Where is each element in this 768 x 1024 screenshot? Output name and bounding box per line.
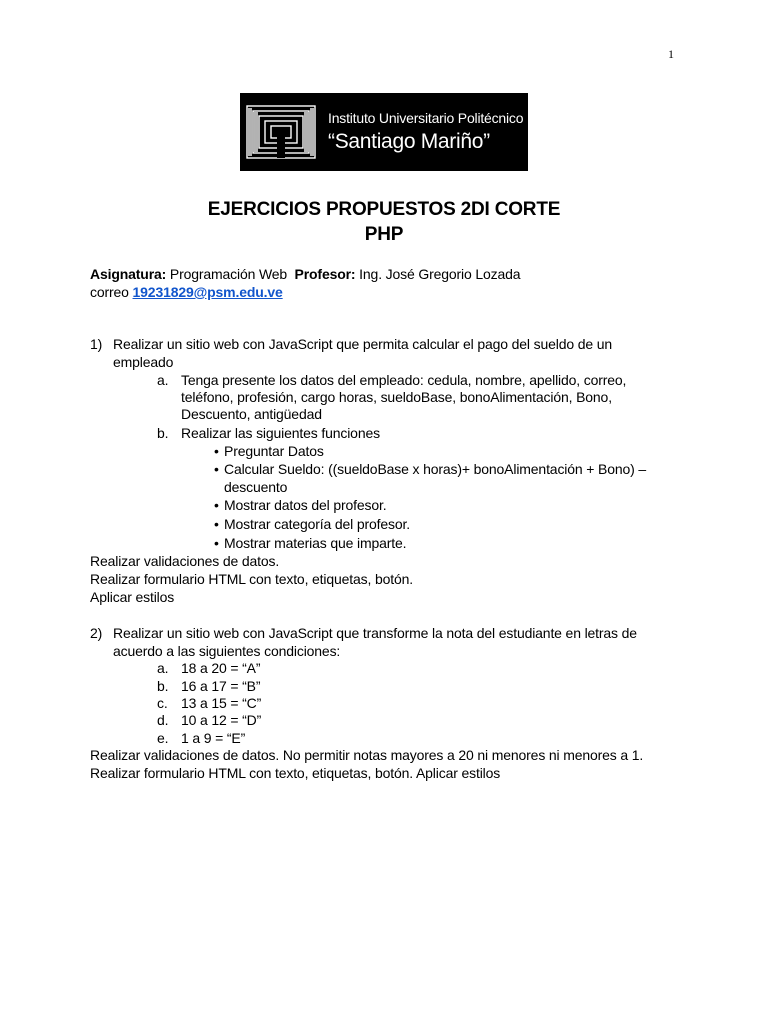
exercise-1-item-a-line3: Descuento, antigüedad — [181, 406, 322, 422]
exercise-2-text-line2: acuerdo a las siguientes condiciones: — [113, 643, 341, 659]
bullet-icon: • — [214, 497, 219, 513]
exercise-1-text-line2: empleado — [113, 354, 174, 370]
document-title: EJERCICIOS PROPUESTOS 2DI CORTE — [207, 199, 561, 220]
email-label: correo — [90, 284, 133, 300]
document-subtitle: PHP — [364, 224, 404, 245]
list-item: 18 a 20 = “A” — [181, 660, 261, 676]
teacher-label: Profesor: — [294, 266, 356, 282]
institution-emblem-icon — [243, 102, 319, 162]
email-link[interactable]: 19231829@psm.edu.ve — [132, 284, 283, 300]
list-item-label: e. — [157, 730, 169, 746]
list-item-label: c. — [157, 695, 168, 711]
list-item: 16 a 17 = “B” — [181, 678, 261, 694]
exercise-1-note-3: Aplicar estilos — [90, 589, 175, 605]
bullet-item: • Mostrar materias que imparte. — [214, 535, 407, 551]
list-item-label: d. — [157, 712, 169, 728]
exercise-2-note-2: Realizar formulario HTML con texto, etiquetas, botón. Aplicar estilos — [90, 765, 501, 781]
list-item-label: b. — [157, 678, 169, 694]
bullet-icon: • — [214, 516, 219, 532]
list-item: 13 a 15 = “C” — [181, 695, 262, 711]
bullet-icon: • — [214, 443, 219, 459]
bullet-item-continuation: descuento — [224, 479, 288, 495]
exercise-2-note-1: Realizar validaciones de datos. No permitir notas mayores a 20 ni menores ni menores a 1. — [90, 747, 644, 763]
exercise-1-note-1: Realizar validaciones de datos. — [90, 553, 280, 569]
logo-institution-name: Instituto Universitario Politécnico — [328, 110, 524, 126]
subject-value: Programación Web — [166, 266, 288, 282]
exercise-1-item-a-label: a. — [157, 372, 169, 388]
institution-logo — [240, 93, 528, 171]
exercise-1-item-a-line2: teléfono, profesión, cargo horas, sueldoBase, bonoAlimentación, Bono, — [181, 389, 612, 405]
bullet-icon: • — [214, 461, 219, 477]
exercise-2-number: 2) — [90, 625, 103, 641]
bullet-item: • Preguntar Datos — [214, 443, 324, 459]
bullet-item: • Mostrar datos del profesor. — [214, 497, 387, 513]
list-item: 10 a 12 = “D” — [181, 712, 262, 728]
exercise-1-note-2: Realizar formulario HTML con texto, etiquetas, botón. — [90, 571, 414, 587]
list-item: 1 a 9 = “E” — [181, 730, 246, 746]
subject-line — [90, 265, 520, 283]
exercise-1-item-a-line1: Tenga presente los datos del empleado: cedula, nombre, apellido, correo, — [181, 372, 627, 388]
logo-institution-subname: “Santiago Mariño” — [328, 130, 490, 153]
bullet-icon: • — [214, 535, 219, 551]
subject-label: Asignatura: — [90, 266, 167, 282]
exercise-1-item-b-text: Realizar las siguientes funciones — [181, 425, 380, 441]
teacher-value: Ing. José Gregorio Lozada — [355, 266, 521, 282]
page-number: 1 — [668, 47, 674, 61]
list-item-label: a. — [157, 660, 169, 676]
exercise-1-number: 1) — [90, 336, 103, 352]
email-line — [90, 283, 283, 301]
bullet-item: • Calcular Sueldo: ((sueldoBase x horas)+ bonoAlimentación + Bono) – — [214, 461, 647, 477]
exercise-1-text-line1: Realizar un sitio web con JavaScript que permita calcular el pago del sueldo de un — [113, 336, 612, 352]
exercise-2-text-line1: Realizar un sitio web con JavaScript que transforme la nota del estudiante en letras de — [113, 625, 637, 641]
bullet-item: • Mostrar categoría del profesor. — [214, 516, 410, 532]
exercise-1-item-b-label: b. — [157, 425, 169, 441]
